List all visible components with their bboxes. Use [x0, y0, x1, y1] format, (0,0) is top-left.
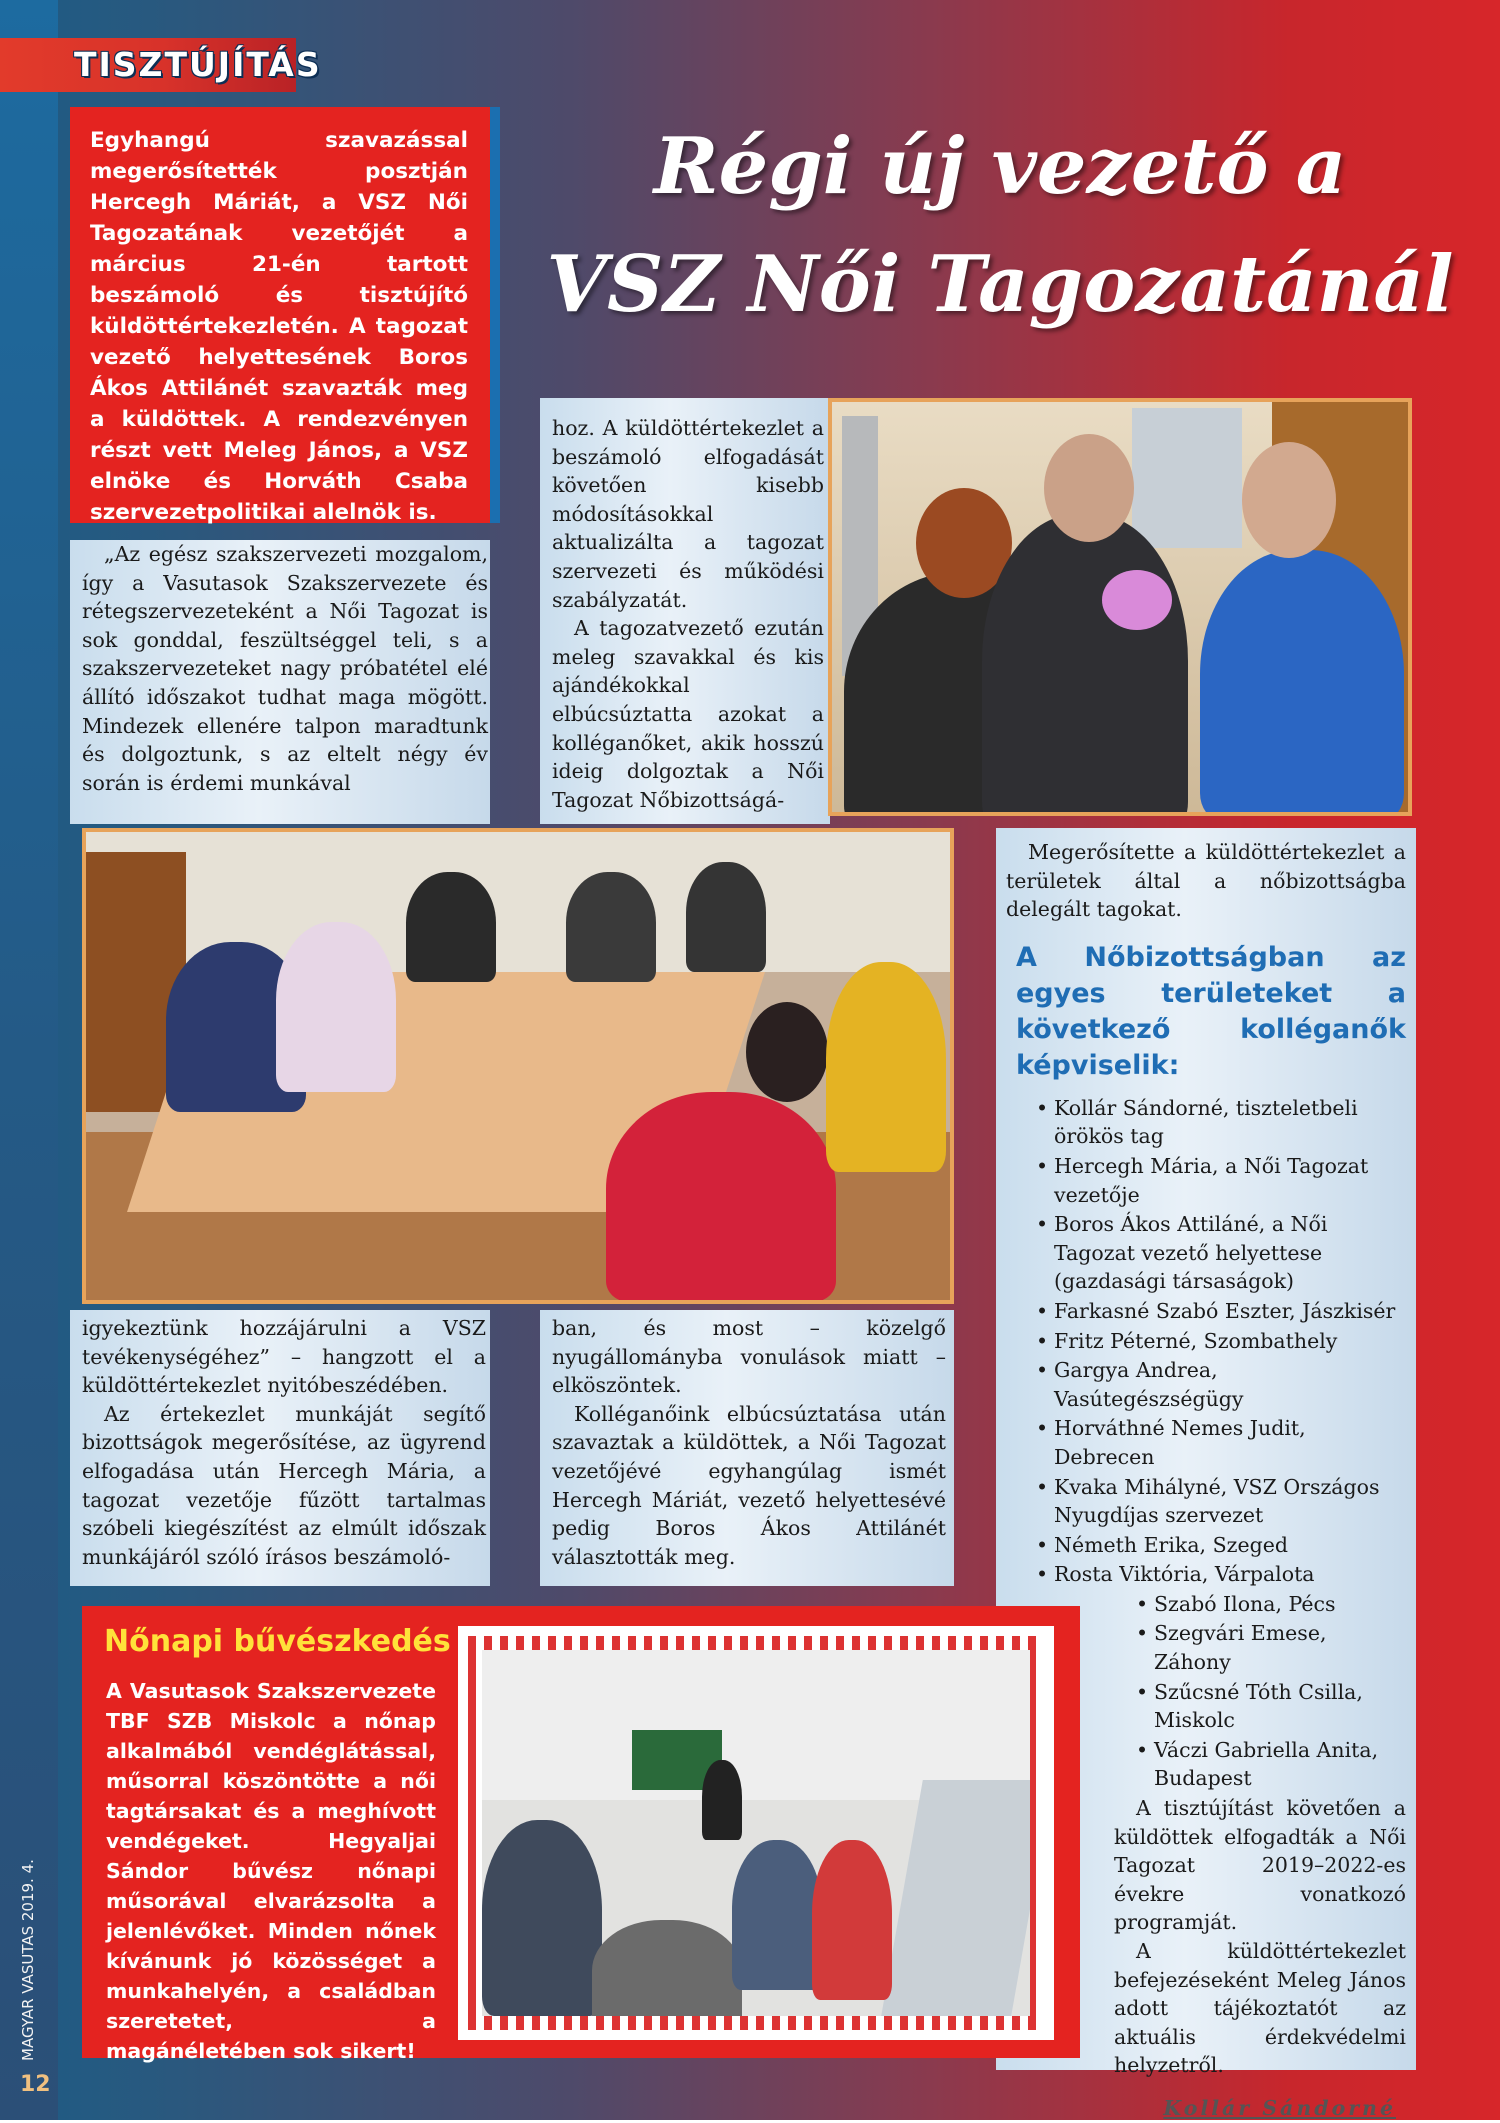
photo-poster [1132, 408, 1242, 548]
column-left-top-text: „Az egész szakszervezeti mozgalom, így a Vasutasok Szakszervezete és rétegszervezeteként a Női Tagozat is sok gonddal, feszültséggel teli, s a szakszervezeteket nagy próbatétel elé állító időszakot tudhat maga mögött. Mindezek ellenére talpon maradtunk és dolgoztunk, s az eltelt négy év során is érdemi munkával [82, 542, 488, 795]
delegate-red-jacket [606, 1092, 836, 1302]
magazine-issue: MAGYAR VASUTAS 2019. 4. [19, 1859, 37, 2061]
column-left-bottom [70, 1310, 490, 1586]
members-heading: A Nőbizottságban az egyes területeket a következő kolléganők képviselik: [1016, 941, 1406, 1081]
author-signature: Kollár Sándorné [1163, 2095, 1396, 2120]
meander-frame [458, 1626, 1054, 2040]
section-tag-label: TISZTÚJÍTÁS [74, 45, 322, 84]
member-item: • Boros Ákos Attiláné, a Női Tagozat vezető helyettese (gazdasági társaságok) [1034, 1210, 1406, 1296]
sidebar-heading: Nőnapi bűvészkedés [104, 1624, 451, 1659]
column-left-bottom-p1: igyekeztünk hozzájárulni a VSZ tevékenységéhez” – hangzott el a küldöttértekezlet nyitóbeszédében. [82, 1316, 486, 1398]
show-ceiling [482, 1650, 1030, 1800]
column-left-bottom-p2: Az értekezlet munkáját segítő bizottságok megerősítése, az ügyrend elfogadása után Hercegh Mária, a tagozat vezetője fűzött tartalmas szóbeli kiegészítést az elmúlt időszak munkájáról szóló írásos beszámoló- [82, 1401, 486, 1569]
photo-womens-day-show [482, 1650, 1030, 2016]
member-item: • Kollár Sándorné, tiszteletbeli örökös tag [1034, 1094, 1406, 1151]
flower-bouquet [1102, 570, 1172, 630]
column-middle-bottom [540, 1310, 954, 1586]
delegate-5 [686, 862, 766, 972]
man-center [982, 514, 1188, 816]
member-item: • Szabó Ilona, Pécs [1134, 1590, 1406, 1619]
photo-delegates-meeting [82, 828, 954, 1304]
members-intro: Megerősítette a küldöttértekezlet a területek által a nőbizottságba delegált tagokat. [1006, 840, 1406, 922]
delegate-red-jacket-head [746, 1002, 828, 1102]
member-item: • Rosta Viktória, Várpalota [1034, 1560, 1406, 1589]
column-middle-bottom-p1: ban, és most – közelgő nyugállományba vonulások miatt – elköszöntek. [552, 1316, 946, 1398]
woman-right-head [1242, 442, 1336, 558]
title-line-1: Régi új vezető a [653, 121, 1347, 212]
photo-flower-handover [828, 398, 1412, 816]
member-item: • Horváthné Nemes Judit, Debrecen [1034, 1414, 1406, 1471]
closing-paragraph-2: A küldöttértekezlet befejezéseként Meleg János adott tájékoztatót az aktuális érdekvédelmi helyzetről. [1114, 1939, 1406, 2078]
closing-paragraph-1: A tisztújítást követően a küldöttek elfogadták a Női Tagozat 2019–2022-es évekre vonatkozó programját. [1114, 1796, 1406, 1935]
magazine-spine [8, 1792, 48, 2092]
audience-4 [812, 1840, 892, 2000]
member-item: • Szegvári Emese, Záhony [1134, 1619, 1406, 1676]
member-item: • Váczi Gabriella Anita, Budapest [1134, 1736, 1406, 1793]
magician [702, 1760, 742, 1840]
audience-1 [482, 1820, 602, 2016]
member-item: • Gargya Andrea, Vasútegészségügy [1034, 1356, 1406, 1413]
member-item: • Hercegh Mária, a Női Tagozat vezetője [1034, 1152, 1406, 1209]
lead-box [70, 107, 500, 523]
column-middle-top-p2: A tagozatvezető ezután meleg szavakkal és kis ajándékokkal elbúcsúztatta azokat a kolléganőket, akik hosszú ideig dolgoztak a Női Tagozat Nőbizottságá- [552, 616, 824, 812]
section-tag [0, 38, 322, 92]
audience-3 [732, 1840, 822, 1990]
member-item: • Fritz Péterné, Szombathely [1034, 1327, 1406, 1356]
member-item: • Farkasné Szabó Eszter, Jászkisér [1034, 1297, 1406, 1326]
member-item: • Kvaka Mihályné, VSZ Országos Nyugdíjas szervezet [1034, 1473, 1406, 1530]
sidebar-text: A Vasutasok Szakszervezete TBF SZB Miskolc a nőnap alkalmából vendéglátással, műsorral köszöntötte a női tagtársakat és a meghívott vendégeket. Hegyaljai Sándor bűvész nőnapi műsorával elvarázsolta a jelenlévőket. Minden nőnek kívánunk jó közösséget a munkahelyén, a családban szeretetet, a magánéletében sok sikert! [106, 1679, 436, 2063]
member-item: • Németh Erika, Szeged [1034, 1531, 1406, 1560]
sidebar-box [82, 1606, 1080, 2063]
delegate-3 [406, 872, 496, 982]
column-middle-top [540, 398, 830, 824]
delegate-yellow [826, 962, 946, 1172]
delegate-2 [276, 922, 396, 1092]
members-list [1006, 1094, 1406, 1589]
title-line-2: VSZ Női Tagozatánál [546, 239, 1454, 330]
show-table [881, 1780, 1030, 2016]
man-center-head [1044, 434, 1134, 542]
audience-2 [592, 1920, 742, 2016]
column-middle-bottom-p2: Kolléganőink elbúcsúztatása után szavaztak a küldöttek, a Női Tagozat vezetőjévé egyhangúlag ismét Hercegh Máriát, vezető helyettesévé pedig Boros Ákos Attilánét választották meg. [552, 1401, 946, 1569]
delegate-4 [566, 872, 656, 982]
woman-right [1200, 550, 1404, 816]
column-left-top [70, 540, 490, 824]
column-middle-top-p1: hoz. A küldöttértekezlet a beszámoló elfogadását követően kisebb módosításokkal aktualizálta a tagozat szervezeti és működési szabályzatát. [552, 416, 824, 612]
article-title [540, 108, 1460, 344]
page-number: 12 [20, 2072, 51, 2097]
lead-text: Egyhangú szavazással megerősítették posztján Hercegh Máriát, a VSZ Női Tagozatának vezetőjét a március 21-én tartott beszámoló és tisztújító küldöttértekezletén. A tagozat vezető helyettesének Boros Ákos Attilánét szavazták meg a küldöttek. A rendezvényen részt vett Meleg János, a VSZ elnöke és Horváth Csaba szervezetpolitikai alelnök is. [90, 128, 468, 525]
member-item: • Szűcsné Tóth Csilla, Miskolc [1134, 1678, 1406, 1735]
